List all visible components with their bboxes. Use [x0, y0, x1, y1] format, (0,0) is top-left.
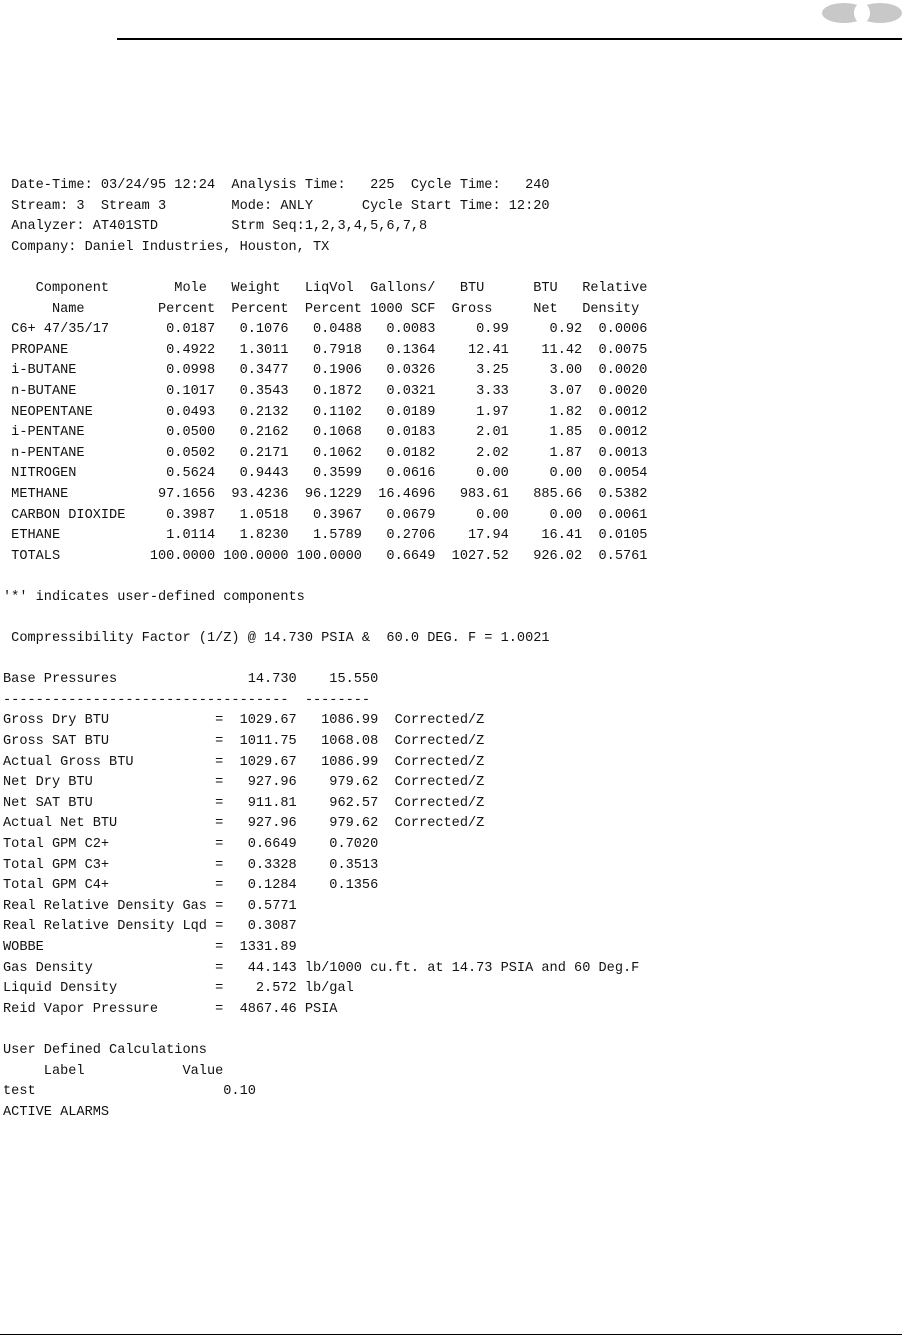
footer-rule [0, 1334, 902, 1335]
report-line: i-PENTANE 0.0500 0.2162 0.1068 0.0183 2.01 1.85 0.0012 [3, 425, 648, 441]
report-line: WOBBE = 1331.89 [3, 939, 297, 955]
report-line: Name Percent Percent Percent 1000 SCF Gross Net Density [3, 301, 640, 317]
report-line: Real Relative Density Gas = 0.5771 [3, 898, 297, 914]
report-line: METHANE 97.1656 93.4236 96.1229 16.4696 983.61 885.66 0.5382 [3, 486, 648, 502]
report-line: Gas Density = 44.143 lb/1000 cu.ft. at 14.73 PSIA and 60 Deg.F [3, 960, 640, 976]
report-line [3, 258, 647, 279]
report-line: Date-Time: 03/24/95 12:24 Analysis Time: 225 Cycle Time: 240 [3, 178, 550, 193]
report-line [3, 567, 647, 588]
report-line: Company: Daniel Industries, Houston, TX [3, 239, 330, 255]
report-line: TOTALS 100.0000 100.0000 100.0000 0.6649 1027.52 926.02 0.5761 [3, 548, 648, 564]
report-line: i-BUTANE 0.0998 0.3477 0.1906 0.0326 3.25 3.00 0.0020 [3, 363, 648, 379]
report-line: CARBON DIOXIDE 0.3987 1.0518 0.3967 0.0679 0.00 0.00 0.0061 [3, 507, 648, 523]
report-line: Gross SAT BTU = 1011.75 1068.08 Corrected/Z [3, 734, 485, 750]
report-line: ETHANE 1.0114 1.8230 1.5789 0.2706 17.94 16.41 0.0105 [3, 528, 648, 544]
report-line: Actual Gross BTU = 1029.67 1086.99 Corrected/Z [3, 754, 485, 770]
report-line: Total GPM C4+ = 0.1284 0.1356 [3, 878, 379, 894]
report-line: Analyzer: AT401STD Strm Seq:1,2,3,4,5,6,7,8 [3, 219, 428, 235]
report-line: Compressibility Factor (1/Z) @ 14.730 PSIA & 60.0 DEG. F = 1.0021 [3, 631, 550, 647]
report-line: ACTIVE ALARMS [3, 1104, 110, 1120]
report-line: test 0.10 [3, 1084, 256, 1100]
analysis-report [3, 176, 647, 1123]
report-line [3, 1020, 647, 1041]
report-line: Component Mole Weight LiqVol Gallons/ BTU BTU Relative [3, 280, 648, 296]
report-line: Stream: 3 Stream 3 Mode: ANLY Cycle Start Time: 12:20 [3, 198, 550, 214]
report-line: PROPANE 0.4922 1.3011 0.7918 0.1364 12.41 11.42 0.0075 [3, 342, 648, 358]
report-line: Total GPM C3+ = 0.3328 0.3513 [3, 857, 379, 873]
report-line: Label Value [3, 1063, 224, 1079]
report-line: NEOPENTANE 0.0493 0.2132 0.1102 0.0189 1.97 1.82 0.0012 [3, 404, 648, 420]
report-line: Net Dry BTU = 927.96 979.62 Corrected/Z [3, 775, 485, 791]
report-line: n-BUTANE 0.1017 0.3543 0.1872 0.0321 3.33 3.07 0.0020 [3, 383, 648, 399]
report-line: ----------------------------------- -------- [3, 692, 371, 708]
logo-icon [820, 2, 902, 24]
report-line: '*' indicates user-defined components [3, 589, 305, 605]
report-line: Net SAT BTU = 911.81 962.57 Corrected/Z [3, 795, 485, 811]
report-line: Gross Dry BTU = 1029.67 1086.99 Corrected/Z [3, 713, 485, 729]
report-line: Actual Net BTU = 927.96 979.62 Corrected/Z [3, 816, 485, 832]
report-line: n-PENTANE 0.0502 0.2171 0.1062 0.0182 2.02 1.87 0.0013 [3, 445, 648, 461]
report-line: Real Relative Density Lqd = 0.3087 [3, 919, 297, 935]
report-line: C6+ 47/35/17 0.0187 0.1076 0.0488 0.0083 0.99 0.92 0.0006 [3, 322, 648, 338]
header-rule [117, 38, 902, 40]
report-line [3, 608, 647, 629]
report-line: User Defined Calculations [3, 1042, 207, 1058]
report-line: Reid Vapor Pressure = 4867.46 PSIA [3, 1001, 338, 1017]
report-line: NITROGEN 0.5624 0.9443 0.3599 0.0616 0.00 0.00 0.0054 [3, 466, 648, 482]
report-line: Liquid Density = 2.572 lb/gal [3, 981, 354, 997]
report-line: Base Pressures 14.730 15.550 [3, 672, 379, 688]
report-line [3, 650, 647, 671]
report-line: Total GPM C2+ = 0.6649 0.7020 [3, 837, 379, 852]
